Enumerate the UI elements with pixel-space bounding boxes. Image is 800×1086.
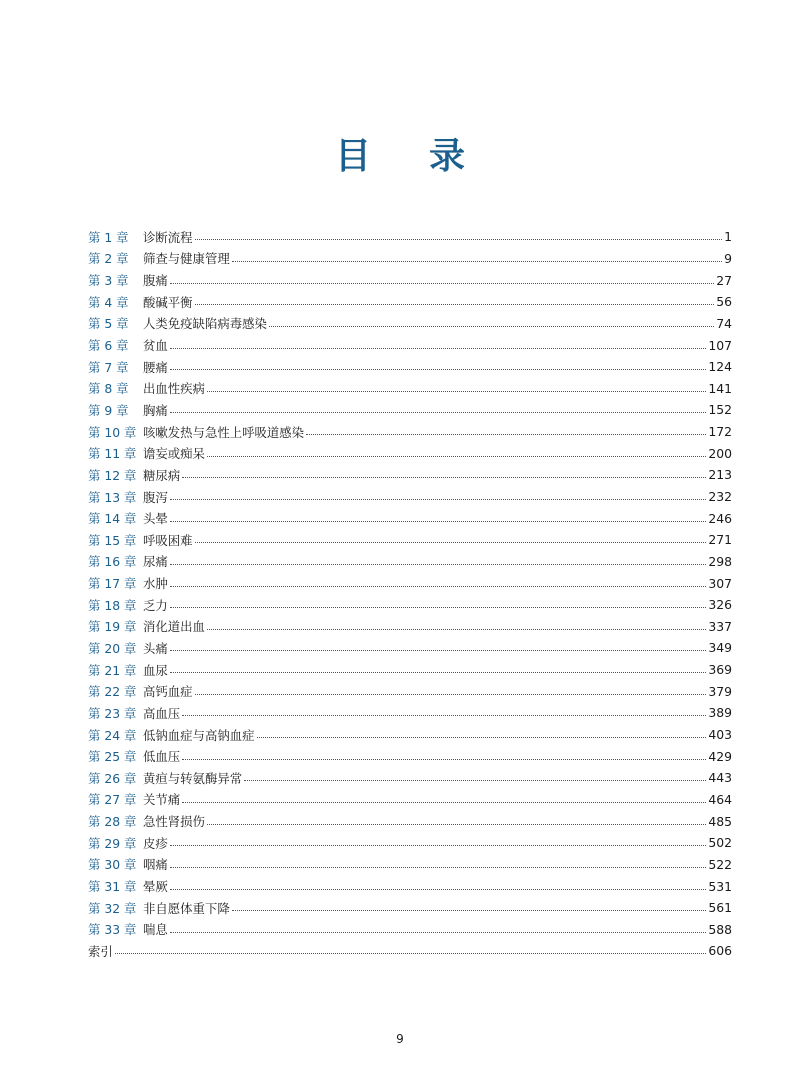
toc-chapter-title: 水肿 (143, 576, 168, 592)
toc-chapter-number: 第 9 章 (88, 402, 129, 418)
toc-page-number: 56 (716, 294, 732, 310)
toc-chapter-number: 第 7 章 (88, 359, 129, 375)
toc-page-number: 246 (708, 510, 732, 526)
table-of-contents (88, 226, 732, 962)
toc-chapter-number: 第 12 章 (88, 467, 137, 483)
toc-chapter-number: 第 28 章 (88, 814, 137, 830)
toc-dot-leader (170, 564, 707, 565)
toc-chapter-number: 第 20 章 (88, 640, 137, 656)
toc-entry[interactable] (88, 421, 732, 443)
toc-dot-leader (195, 239, 723, 240)
toc-entry[interactable] (88, 897, 732, 919)
toc-page-number: 152 (708, 402, 732, 418)
toc-entry[interactable] (88, 572, 732, 594)
toc-dot-leader (170, 499, 707, 500)
toc-chapter-number: 第 24 章 (88, 727, 137, 743)
page-number: 9 (396, 1032, 404, 1046)
toc-dot-leader (170, 932, 707, 933)
toc-page-number: 74 (716, 315, 732, 331)
toc-dot-leader (195, 542, 707, 543)
toc-entry[interactable] (88, 507, 732, 529)
toc-dot-leader (207, 391, 706, 392)
toc-page-number: 298 (708, 553, 732, 569)
toc-page-number: 531 (708, 878, 732, 894)
toc-chapter-title: 胸痛 (143, 402, 168, 418)
toc-page-number: 307 (708, 575, 732, 591)
toc-page-number: 464 (708, 791, 732, 807)
toc-chapter-number: 第 33 章 (88, 922, 137, 938)
toc-entry[interactable] (88, 702, 732, 724)
toc-chapter-title: 酸碱平衡 (143, 294, 193, 310)
toc-entry[interactable] (88, 854, 732, 876)
toc-chapter-number: 第 30 章 (88, 857, 137, 873)
toc-dot-leader (195, 694, 707, 695)
toc-dot-leader (182, 715, 706, 716)
toc-chapter-number: 第 6 章 (88, 338, 129, 354)
toc-chapter-title: 头晕 (143, 511, 168, 527)
toc-dot-leader (257, 737, 707, 738)
toc-page-number: 141 (708, 380, 732, 396)
toc-entry[interactable] (88, 789, 732, 811)
toc-dot-leader (182, 477, 706, 478)
toc-entry[interactable] (88, 486, 732, 508)
toc-chapter-title: 低钠血症与高钠血症 (143, 727, 255, 743)
toc-chapter-title: 喘息 (143, 922, 168, 938)
toc-page-number: 107 (708, 337, 732, 353)
toc-page-number: 271 (708, 532, 732, 548)
toc-page-number: 429 (708, 748, 732, 764)
toc-chapter-title: 皮疹 (143, 835, 168, 851)
toc-chapter-number: 第 15 章 (88, 532, 137, 548)
toc-dot-leader (182, 759, 706, 760)
toc-dot-leader (170, 607, 707, 608)
toc-dot-leader (170, 348, 707, 349)
toc-chapter-title: 腰痛 (143, 359, 168, 375)
toc-chapter-title: 糖尿病 (143, 467, 181, 483)
toc-chapter-title: 血尿 (143, 662, 168, 678)
toc-chapter-title: 尿痛 (143, 554, 168, 570)
toc-chapter-number: 第 29 章 (88, 835, 137, 851)
toc-page-number: 337 (708, 618, 732, 634)
toc-chapter-number: 第 16 章 (88, 554, 137, 570)
toc-chapter-number: 第 3 章 (88, 273, 129, 289)
toc-page-number: 561 (708, 900, 732, 916)
toc-dot-leader (232, 261, 722, 262)
toc-chapter-number: 第 14 章 (88, 511, 137, 527)
toc-entry[interactable] (88, 832, 732, 854)
toc-dot-leader (170, 369, 707, 370)
toc-dot-leader (170, 867, 707, 868)
toc-entry[interactable] (88, 356, 732, 378)
toc-entry[interactable] (88, 377, 732, 399)
toc-entry[interactable] (88, 724, 732, 746)
toc-chapter-title: 咽痛 (143, 857, 168, 873)
toc-page-number: 9 (724, 250, 732, 266)
toc-entry[interactable] (88, 594, 732, 616)
toc-chapter-number: 第 23 章 (88, 705, 137, 721)
toc-chapter-number: 第 19 章 (88, 619, 137, 635)
toc-entry[interactable] (88, 291, 732, 313)
toc-page-number: 1 (724, 229, 732, 245)
toc-chapter-title: 诊断流程 (143, 229, 193, 245)
toc-chapter-title: 咳嗽发热与急性上呼吸道感染 (143, 424, 305, 440)
toc-chapter-title: 消化道出血 (143, 619, 205, 635)
toc-chapter-number: 第 25 章 (88, 749, 137, 765)
toc-entry[interactable] (88, 659, 732, 681)
toc-entry[interactable] (88, 745, 732, 767)
toc-chapter-number: 第 2 章 (88, 251, 129, 267)
toc-chapter-number: 第 8 章 (88, 381, 129, 397)
toc-dot-leader (170, 521, 707, 522)
toc-chapter-title: 低血压 (143, 749, 181, 765)
title-char-2: 录 (429, 135, 466, 177)
toc-entry[interactable] (88, 616, 732, 638)
toc-entry[interactable] (88, 875, 732, 897)
toc-chapter-number: 第 31 章 (88, 879, 137, 895)
toc-chapter-number: 第 11 章 (88, 446, 137, 462)
toc-entry[interactable] (88, 637, 732, 659)
toc-entry[interactable] (88, 226, 732, 248)
toc-page-number: 326 (708, 597, 732, 613)
toc-entry[interactable] (88, 529, 732, 551)
toc-chapter-title: 关节痛 (143, 792, 181, 808)
toc-page-number: 349 (708, 640, 732, 656)
toc-chapter-number: 第 18 章 (88, 597, 137, 613)
title-char-1: 目 (334, 135, 371, 177)
toc-page-number: 403 (708, 727, 732, 743)
toc-chapter-title: 腹泻 (143, 489, 168, 505)
toc-chapter-title: 出血性疾病 (143, 381, 205, 397)
toc-page-number: 588 (708, 921, 732, 937)
toc-chapter-title: 索引 (88, 943, 113, 959)
toc-dot-leader (170, 283, 714, 284)
toc-page-number: 213 (708, 467, 732, 483)
toc-chapter-number: 第 21 章 (88, 662, 137, 678)
toc-dot-leader (244, 780, 706, 781)
toc-chapter-title: 人类免疫缺陷病毒感染 (143, 316, 267, 332)
toc-page-number: 485 (708, 813, 732, 829)
toc-chapter-title: 谵妄或痴呆 (143, 446, 205, 462)
toc-entry[interactable] (88, 767, 732, 789)
toc-page-number: 502 (708, 835, 732, 851)
toc-entry[interactable] (88, 464, 732, 486)
toc-page-number: 369 (708, 662, 732, 678)
toc-entry[interactable] (88, 248, 732, 270)
toc-chapter-number: 第 27 章 (88, 792, 137, 808)
toc-chapter-title: 急性肾损伤 (143, 814, 205, 830)
toc-chapter-number: 第 32 章 (88, 900, 137, 916)
toc-chapter-title: 非自愿体重下降 (143, 900, 230, 916)
toc-chapter-number: 第 10 章 (88, 424, 137, 440)
toc-entry[interactable] (88, 551, 732, 573)
toc-dot-leader (207, 456, 706, 457)
toc-chapter-title: 筛查与健康管理 (143, 251, 230, 267)
toc-dot-leader (170, 889, 707, 890)
toc-chapter-title: 晕厥 (143, 879, 168, 895)
toc-chapter-title: 乏力 (143, 597, 168, 613)
toc-dot-leader (170, 672, 707, 673)
toc-chapter-number: 第 22 章 (88, 684, 137, 700)
toc-entry[interactable] (88, 919, 732, 941)
toc-dot-leader (170, 845, 707, 846)
toc-chapter-title: 呼吸困难 (143, 532, 193, 548)
toc-entry[interactable] (88, 334, 732, 356)
toc-chapter-title: 高钙血症 (143, 684, 193, 700)
toc-page-number: 389 (708, 705, 732, 721)
toc-dot-leader (269, 326, 714, 327)
toc-entry[interactable] (88, 810, 732, 832)
toc-chapter-number: 第 17 章 (88, 576, 137, 592)
toc-chapter-title: 头痛 (143, 640, 168, 656)
toc-chapter-number: 第 26 章 (88, 770, 137, 786)
toc-chapter-title: 腹痛 (143, 273, 168, 289)
toc-page-number: 606 (708, 943, 732, 959)
toc-chapter-number: 第 5 章 (88, 316, 129, 332)
page-title (0, 128, 800, 178)
toc-chapter-title: 贫血 (143, 338, 168, 354)
toc-dot-leader (170, 412, 707, 413)
toc-page-number: 443 (708, 770, 732, 786)
toc-chapter-title: 黄疸与转氨酶异常 (143, 770, 243, 786)
toc-entry[interactable] (88, 940, 732, 962)
toc-dot-leader (306, 434, 706, 435)
toc-entry[interactable] (88, 269, 732, 291)
toc-page-number: 124 (708, 359, 732, 375)
toc-entry[interactable] (88, 442, 732, 464)
toc-chapter-number: 第 1 章 (88, 229, 129, 245)
toc-dot-leader (170, 650, 707, 651)
toc-dot-leader (232, 910, 707, 911)
toc-page-number: 232 (708, 489, 732, 504)
toc-page-number: 522 (708, 856, 732, 872)
toc-dot-leader (207, 629, 706, 630)
toc-chapter-title: 高血压 (143, 705, 181, 721)
toc-entry[interactable] (88, 313, 732, 335)
toc-page-number: 379 (708, 683, 732, 699)
toc-dot-leader (115, 953, 707, 954)
toc-page-number: 200 (708, 445, 732, 461)
toc-dot-leader (195, 304, 715, 305)
toc-entry[interactable] (88, 680, 732, 702)
toc-dot-leader (207, 824, 706, 825)
toc-dot-leader (182, 802, 706, 803)
toc-chapter-number: 第 13 章 (88, 489, 137, 505)
toc-dot-leader (170, 586, 707, 587)
toc-page-number: 172 (708, 424, 732, 440)
toc-entry[interactable] (88, 399, 732, 421)
toc-page-number: 27 (716, 272, 732, 288)
toc-chapter-number: 第 4 章 (88, 294, 129, 310)
